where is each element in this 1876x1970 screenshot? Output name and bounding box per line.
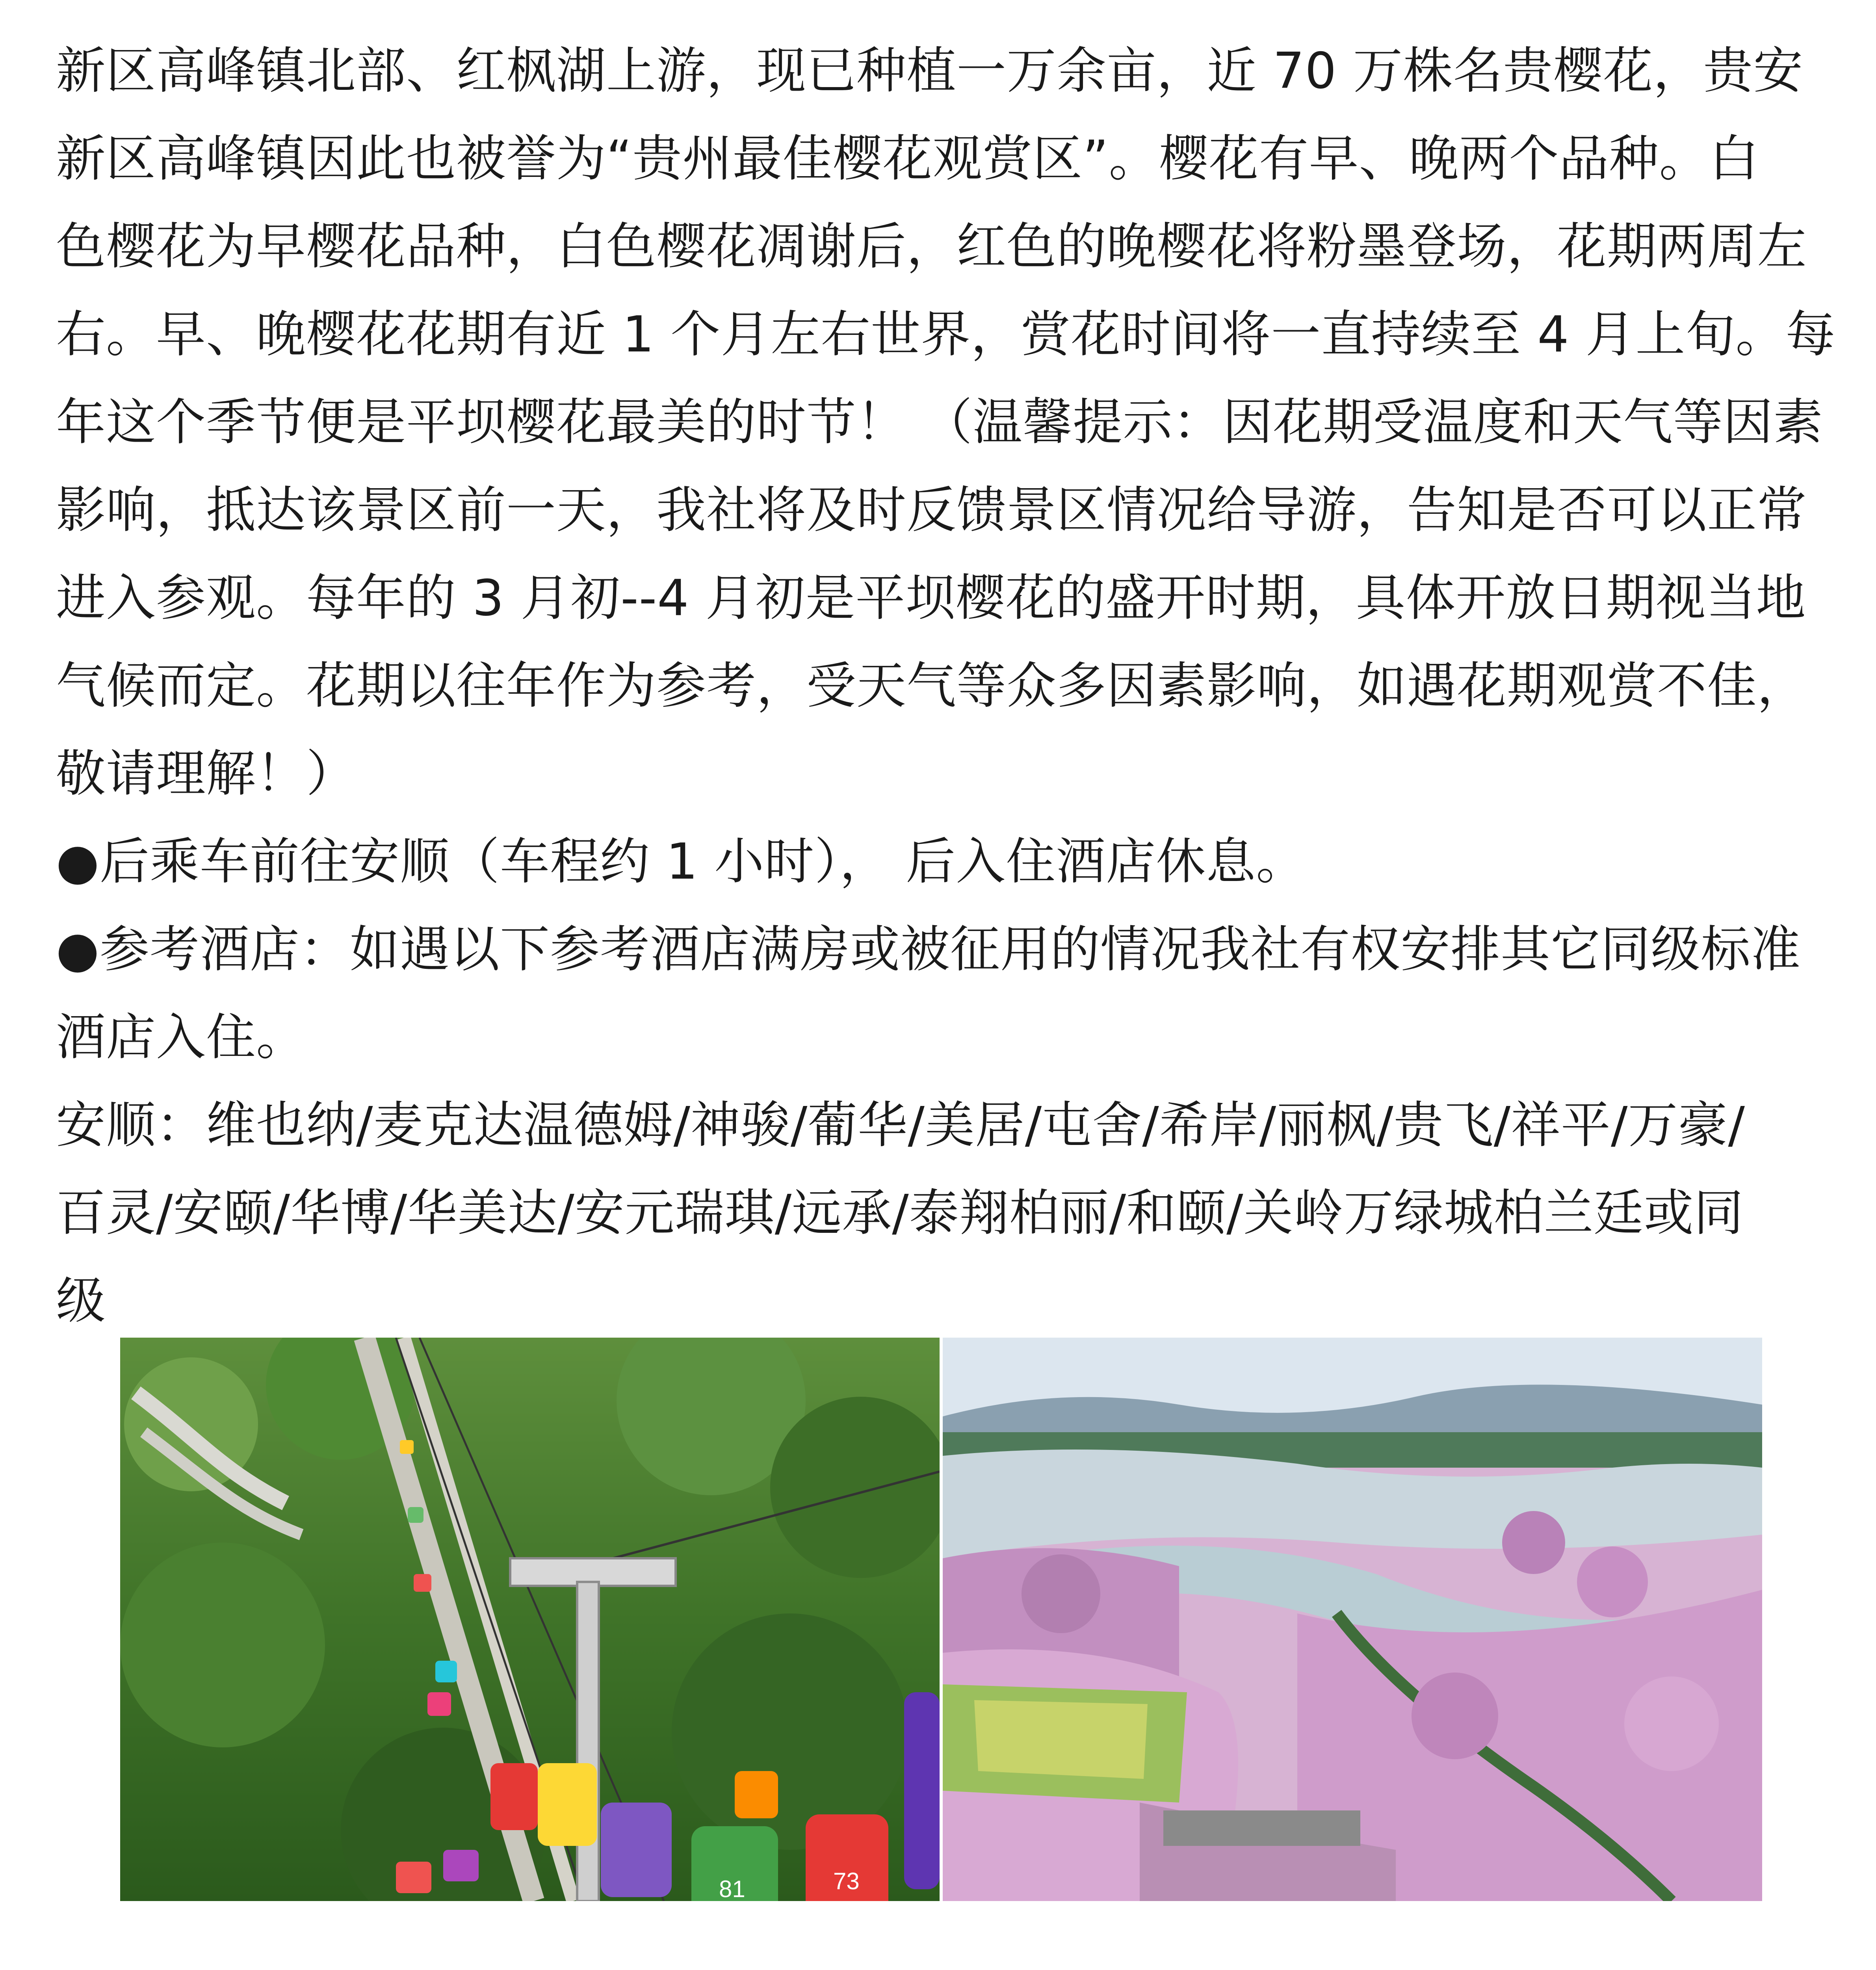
hotel-note-bullet: ●参考酒店：如遇以下参考酒店满房或被征用的情况我社有权安排其它同级标准 [56, 920, 1801, 978]
paragraph-line: 新区高峰镇因此也被誉为“贵州最佳樱花观赏区”。樱花有早、晚两个品种。白 [56, 130, 1759, 188]
hotel-list-line: 级 [56, 1272, 106, 1330]
cable-car-number: 73 [833, 1868, 860, 1894]
hotel-list-line: 安顺：维也纳/麦克达温德姆/神骏/葡华/美居/屯舍/希岸/丽枫/贵飞/祥平/万豪/ [56, 1096, 1745, 1154]
paragraph-line: 气候而定。花期以往年作为参考，受天气等众多因素影响，如遇花期观赏不佳， [56, 657, 1807, 715]
paragraph-line: 敬请理解！） [56, 745, 356, 803]
paragraph-line: 年这个季节便是平坝樱花最美的时节！ （温馨提示：因花期受温度和天气等因素 [56, 393, 1824, 451]
paragraph-line: 进入参观。每年的 3 月初--4 月初是平坝樱花的盛开时期，具体开放日期视当地 [56, 569, 1806, 627]
paragraph-line: 影响，抵达该景区前一天，我社将及时反馈景区情况给导游，告知是否可以正常 [56, 481, 1807, 539]
paragraph-line: 右。早、晚樱花花期有近 1 个月左右世界，赏花时间将一直持续至 4 月上旬。每 [56, 305, 1836, 363]
cherry-blossom-illustration [943, 1338, 1762, 1901]
cable-car-illustration [120, 1338, 940, 1901]
day-title [56, 1964, 1113, 1970]
hotel-list-line: 百灵/安颐/华博/华美达/安元瑞琪/远承/泰翔柏丽/和颐/关岭万绿城柏兰廷或同 [56, 1184, 1744, 1242]
paragraph-line: 酒店入住。 [56, 1008, 306, 1066]
paragraph-line: 色樱花为早樱花品种，白色樱花凋谢后，红色的晚樱花将粉墨登场，花期两周左 [56, 217, 1807, 275]
cherry-blossom-photo [943, 1338, 1762, 1901]
itinerary-bullet: ●后乘车前往安顺（车程约 1 小时）， 后入住酒店休息。 [56, 833, 1306, 890]
cable-car-number: 81 [719, 1876, 745, 1901]
cable-car-photo [120, 1338, 940, 1901]
paragraph-line: 新区高峰镇北部、红枫湖上游，现已种植一万余亩，近 70 万株名贵樱花，贵安 [56, 42, 1804, 100]
